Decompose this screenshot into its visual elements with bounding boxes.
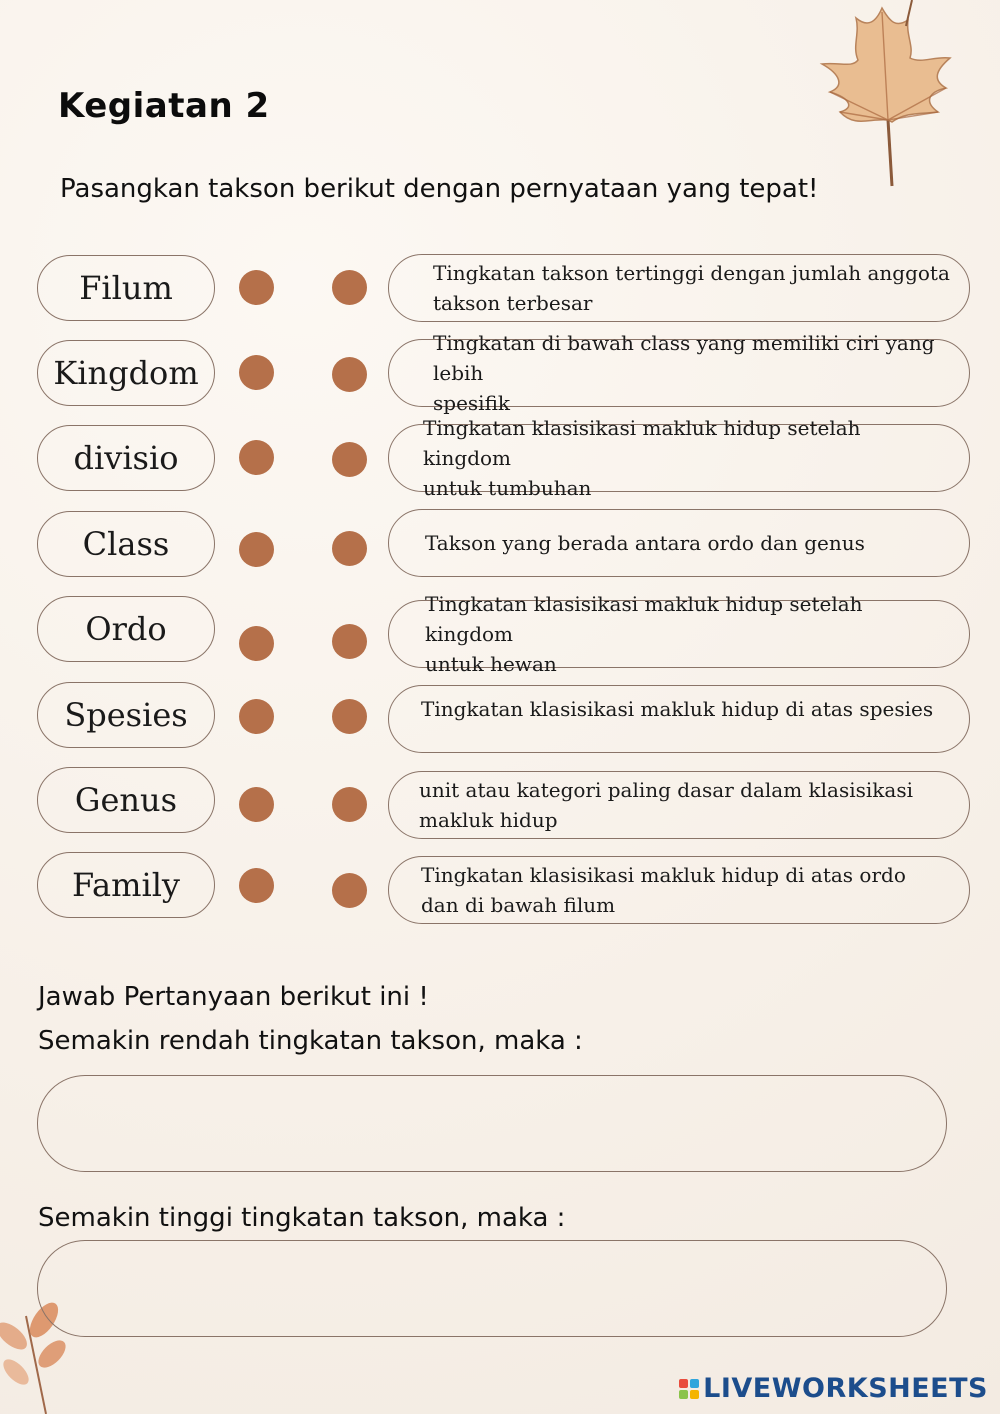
term-box-genus: Genus [37, 767, 215, 833]
brand-text: LIVEWORKSHEETS [703, 1373, 988, 1404]
match-dot-left-1[interactable] [239, 270, 274, 305]
statement-box-6 [388, 685, 970, 753]
match-dot-right-4[interactable] [332, 531, 367, 566]
answer-1-field[interactable] [37, 1075, 947, 1172]
statement-line: Tingkatan klasisikasi makluk hidup setelah kingdom [425, 592, 863, 646]
statement-line: dan di bawah filum [421, 893, 616, 917]
statement-line: Tingkatan klasisikasi makluk hidup setelah kingdom [423, 416, 861, 470]
statement-box-4 [388, 509, 970, 577]
match-dot-left-6[interactable] [239, 699, 274, 734]
question-2-label: Semakin tinggi tingkatan takson, maka : [38, 1203, 566, 1233]
match-dot-right-7[interactable] [332, 787, 367, 822]
statement-line: spesifik [433, 391, 511, 415]
maple-leaf-icon [800, 0, 970, 190]
match-dot-left-3[interactable] [239, 440, 274, 475]
term-box-class: Class [37, 511, 215, 577]
statement-line: Tingkatan di bawah class yang memiliki ciri yang lebih [433, 331, 935, 385]
liveworksheets-logo-icon [679, 1379, 699, 1399]
statement-line: untuk hewan [425, 652, 557, 676]
match-dot-left-2[interactable] [239, 355, 274, 390]
statement-box-5 [388, 592, 970, 676]
match-dot-left-8[interactable] [239, 868, 274, 903]
statement-line: Tingkatan takson tertinggi dengan jumlah anggota [433, 261, 950, 285]
match-dot-right-3[interactable] [332, 442, 367, 477]
statement-line: unit atau kategori paling dasar dalam klasisikasi [419, 778, 913, 802]
statement-line: untuk tumbuhan [423, 476, 592, 500]
statement-line: Tingkatan klasisikasi makluk hidup di atas spesies [421, 697, 934, 721]
match-dot-left-4[interactable] [239, 532, 274, 567]
page-title: Kegiatan 2 [58, 86, 270, 126]
statement-box-2 [388, 331, 970, 415]
term-box-family: Family [37, 852, 215, 918]
liveworksheets-logo [679, 1373, 988, 1404]
term-box-filum: Filum [37, 255, 215, 321]
statement-box-8 [388, 856, 970, 924]
match-dot-left-5[interactable] [239, 626, 274, 661]
match-dot-right-1[interactable] [332, 270, 367, 305]
statement-line: takson terbesar [433, 291, 593, 315]
match-dot-right-8[interactable] [332, 873, 367, 908]
term-box-spesies: Spesies [37, 682, 215, 748]
term-box-kingdom: Kingdom [37, 340, 215, 406]
match-dot-right-5[interactable] [332, 624, 367, 659]
statement-line: makluk hidup [419, 808, 558, 832]
answer-2-field[interactable] [37, 1240, 947, 1337]
match-dot-left-7[interactable] [239, 787, 274, 822]
questions-heading: Jawab Pertanyaan berikut ini ! [38, 982, 429, 1012]
match-dot-right-6[interactable] [332, 699, 367, 734]
statement-box-1 [388, 254, 970, 322]
term-box-divisio: divisio [37, 425, 215, 491]
statement-box-3 [388, 416, 970, 500]
term-box-ordo: Ordo [37, 596, 215, 662]
statement-line: Takson yang berada antara ordo dan genus [425, 531, 865, 555]
statement-line: Tingkatan klasisikasi makluk hidup di atas ordo [421, 863, 906, 887]
match-dot-right-2[interactable] [332, 357, 367, 392]
statement-box-7 [388, 771, 970, 839]
question-1-label: Semakin rendah tingkatan takson, maka : [38, 1026, 583, 1056]
instruction-text: Pasangkan takson berikut dengan pernyataan yang tepat! [60, 174, 819, 204]
